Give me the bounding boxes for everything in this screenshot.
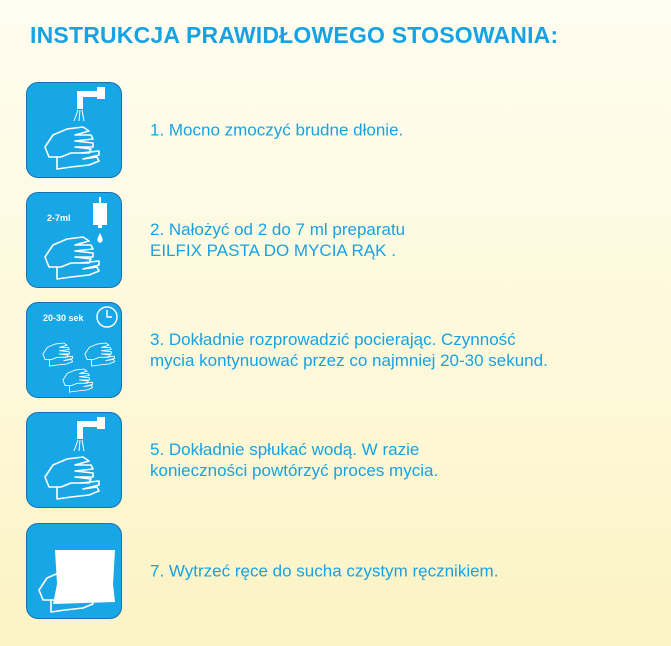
step-5 (26, 523, 646, 619)
step-2 (26, 192, 646, 288)
faucet-hands-icon (26, 82, 122, 178)
clock-icon (97, 307, 117, 327)
step-text: 2. Nałożyć od 2 do 7 ml preparatu EILFIX PASTA DO MYCIA RĄK . (150, 220, 406, 260)
dispenser-hands-icon (26, 192, 122, 288)
step-1 (26, 82, 646, 178)
step-text: 1. Mocno zmoczyć brudne dłonie. (150, 120, 404, 140)
step-text: 7. Wytrzeć ręce do sucha czystym ręcznikiem. (150, 561, 499, 581)
dose-label: 2-7ml (47, 213, 71, 223)
rubbing-hands-clock-icon (26, 302, 122, 398)
step-4 (26, 412, 646, 508)
towel-hands-icon (26, 523, 122, 619)
step-text: 3. Dokładnie rozprowadzić pocierając. Czynność mycia kontynuować przez co najmniej 20-30 sekund. (150, 330, 548, 370)
step-3 (26, 302, 646, 398)
step-text: 5. Dokładnie spłukać wodą. W razie konieczności powtórzyć proces mycia. (150, 440, 439, 480)
time-label: 20-30 sek (43, 313, 84, 323)
page-title: INSTRUKCJA PRAWIDŁOWEGO STOSOWANIA: (30, 22, 559, 48)
rinse-hands-icon (26, 412, 122, 508)
